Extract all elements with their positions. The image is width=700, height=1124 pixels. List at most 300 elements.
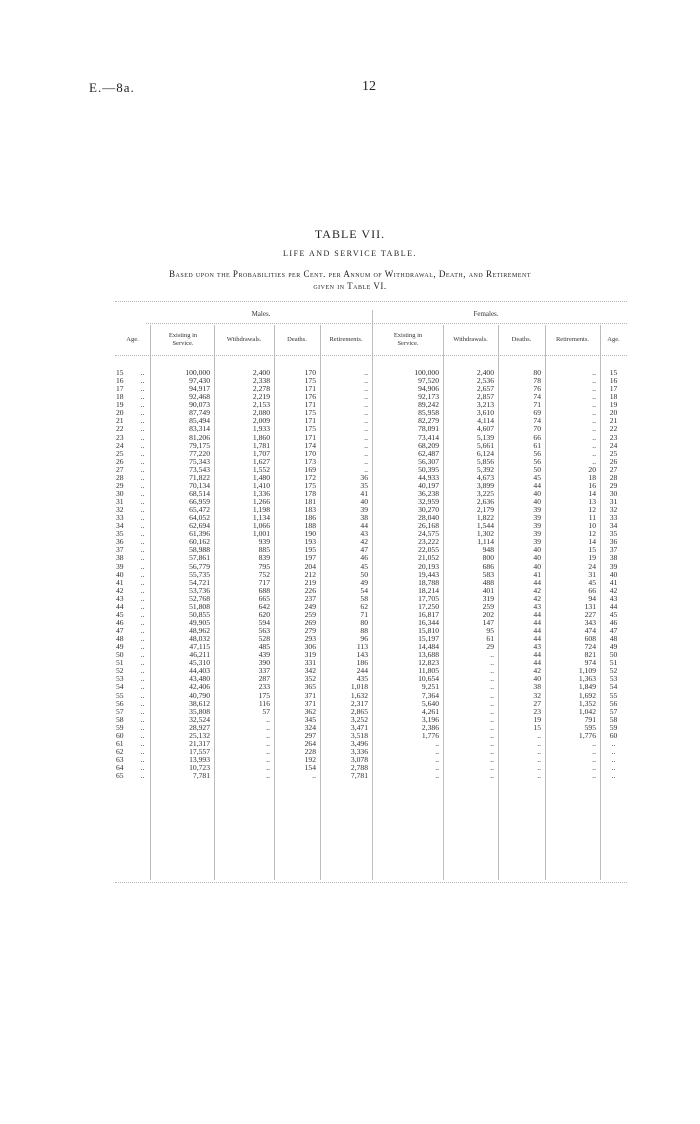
cell-females-withdrawals: .. [490,772,494,781]
cell-age-right: 59 [609,723,618,732]
cell-females-withdrawals: 2,857 [476,393,494,402]
cell-males-deaths: 195 [304,546,316,555]
cell-females-withdrawals: 1,302 [476,530,494,539]
table-row [115,659,627,667]
cell-age-right: 16 [609,377,618,386]
cell-age-right: 46 [609,618,618,627]
cell-age-dots: .. [140,530,145,539]
cell-males-existing: 64,052 [189,514,210,523]
cell-age-dots: .. [140,433,145,442]
cell-age: 28 [116,473,124,482]
table-row [115,450,627,458]
cell-age-right: 32 [609,506,618,515]
cell-age-dots: .. [140,393,145,402]
cell-females-existing: 21,052 [418,554,439,563]
cell-females-retirements: 13 [588,498,596,506]
cell-age-dots: .. [140,554,145,563]
cell-females-retirements: 11 [588,514,596,523]
cell-males-withdrawals: 390 [258,659,270,668]
cell-males-deaths: 342 [304,667,316,676]
cell-females-deaths: .. [537,747,541,756]
cell-females-retirements: .. [592,747,596,756]
cell-females-existing: 17,250 [418,602,439,611]
cell-males-withdrawals: 752 [258,570,270,579]
cell-males-existing: 38,612 [189,699,210,708]
cell-males-existing: 13,993 [189,756,210,764]
cell-males-deaths: 345 [304,715,316,724]
cell-males-withdrawals: 1,781 [252,441,270,450]
cell-males-deaths: 175 [304,409,316,418]
cell-males-existing: 44,403 [189,667,210,676]
cell-females-retirements: .. [592,401,596,410]
cell-age-right: 42 [609,586,618,595]
cell-males-retirements: 2,788 [350,764,368,773]
cell-age: 48 [116,635,124,644]
cell-females-withdrawals: 5,139 [476,433,494,442]
cell-females-withdrawals: 2,536 [476,377,494,386]
cell-males-retirements: 96 [360,635,368,644]
cell-age: 41 [116,578,124,587]
table-row [115,538,627,546]
table-row [115,369,627,377]
cell-males-retirements: 3,518 [350,731,368,740]
cell-females-existing: .. [435,764,439,773]
cell-males-existing: 71,822 [189,473,210,482]
cell-females-deaths: 78 [533,377,541,386]
cell-age-dots: .. [140,498,145,506]
cell-females-withdrawals: 6,124 [476,449,494,458]
column-header-females-deaths: Deaths. [511,336,532,343]
cell-females-existing: 36,238 [418,489,439,498]
column-header-males-existing: Existing in Service. [168,332,198,347]
cell-males-existing: 58,988 [189,546,210,555]
cell-females-withdrawals: 147 [482,618,494,627]
cell-females-existing: 12,823 [418,659,439,668]
cell-females-withdrawals: 95 [486,627,494,635]
cell-age: 32 [116,506,124,515]
cell-males-withdrawals: .. [266,764,270,773]
cell-males-deaths: 175 [304,377,316,386]
table-row [115,393,627,401]
cell-females-retirements: 12 [588,506,596,515]
cell-males-existing: 21,317 [189,739,210,748]
cell-age-dots: .. [140,425,145,434]
table-row [115,401,627,409]
cell-females-withdrawals: .. [490,691,494,700]
cell-females-existing: 20,193 [418,562,439,571]
cell-age: 64 [116,764,124,773]
cell-males-retirements: 42 [360,538,368,547]
cell-females-existing: 4,261 [421,707,439,716]
cell-females-withdrawals: 2,657 [476,385,494,394]
cell-females-withdrawals: .. [490,659,494,668]
cell-males-existing: 83,314 [189,425,210,434]
cell-age-dots: .. [140,401,145,410]
table-row [115,716,627,724]
cell-females-deaths: 70 [533,425,541,434]
table-row [115,579,627,587]
cell-females-deaths: 44 [533,618,541,627]
cell-females-existing: 18,788 [418,578,439,587]
cell-males-existing: 42,406 [189,683,210,692]
cell-males-retirements: 244 [356,667,368,676]
cell-age: 56 [116,699,124,708]
table-row [115,522,627,530]
cell-females-retirements: 474 [584,627,596,635]
cell-males-deaths: 264 [304,739,316,748]
cell-age: 34 [116,522,124,531]
cell-females-retirements: 724 [584,643,596,652]
cell-males-withdrawals: 795 [258,562,270,571]
cell-age-right: 15 [609,369,618,377]
cell-females-withdrawals: 259 [482,602,494,611]
cell-females-withdrawals: .. [490,723,494,732]
cell-males-retirements: 44 [360,522,368,531]
cell-age-dots: .. [140,627,145,635]
cell-females-withdrawals: 3,225 [476,489,494,498]
cell-age: 46 [116,618,124,627]
cell-females-withdrawals: 3,213 [476,401,494,410]
cell-females-existing: 50,395 [418,465,439,474]
table-row [115,474,627,482]
cell-males-withdrawals: 57 [262,707,270,716]
cell-age-right: 35 [609,530,618,539]
cell-females-retirements: .. [592,772,596,781]
cell-age: 42 [116,586,124,595]
cell-males-withdrawals: 287 [258,675,270,684]
cell-age-dots: .. [140,481,145,490]
cell-females-withdrawals: 5,392 [476,465,494,474]
cell-age-right: 56 [609,699,618,708]
cell-females-retirements: 20 [588,465,596,474]
cell-females-deaths: 39 [533,538,541,547]
cell-males-deaths: 175 [304,481,316,490]
cell-males-deaths: 175 [304,425,316,434]
cell-males-deaths: 365 [304,683,316,692]
cell-age-dots: .. [140,610,145,619]
cell-age-dots: .. [140,659,145,668]
cell-females-existing: 13,688 [418,651,439,660]
cell-females-deaths: 39 [533,530,541,539]
cell-males-retirements: 1,632 [350,691,368,700]
cell-age-dots: .. [140,441,145,450]
cell-males-withdrawals: 717 [258,578,270,587]
cell-males-withdrawals: 620 [258,610,270,619]
cell-age-dots: .. [140,473,145,482]
cell-age: 49 [116,643,124,652]
cell-males-existing: 48,032 [189,635,210,644]
cell-age-right: 28 [609,473,618,482]
cell-age-right: 22 [609,425,618,434]
females-group-header: Females. [473,310,499,318]
cell-males-withdrawals: 1,860 [252,433,270,442]
cell-age: 29 [116,481,124,490]
cell-females-deaths: 56 [533,457,541,466]
cell-females-deaths: 45 [533,473,541,482]
cell-males-retirements: 3,252 [350,715,368,724]
cell-females-retirements: .. [592,425,596,434]
column-header-males-withdrawals: Withdrawals. [226,336,262,343]
cell-females-retirements: .. [592,385,596,394]
cell-males-existing: 43,480 [189,675,210,684]
cell-age: 65 [116,772,124,781]
cell-age-dots: .. [140,635,145,644]
cell-females-withdrawals: .. [490,675,494,684]
cell-males-withdrawals: 1,933 [252,425,270,434]
cell-females-deaths: 74 [533,393,541,402]
cell-females-retirements: 608 [584,635,596,644]
cell-males-deaths: 172 [304,473,316,482]
cell-females-deaths: 41 [533,570,541,579]
cell-age-dots: .. [140,691,145,700]
cell-males-retirements: .. [364,417,368,426]
cell-age-dots: .. [140,570,145,579]
cell-males-withdrawals: 2,219 [252,393,270,402]
cell-males-existing: 92,468 [189,393,210,402]
cell-age-dots: .. [140,457,145,466]
cell-age-right: .. [611,756,616,764]
cell-age-dots: .. [140,385,145,394]
cell-females-existing: 11,805 [418,667,439,676]
males-group-header: Males. [251,310,271,318]
cell-females-deaths: 44 [533,610,541,619]
cell-age: 23 [116,433,124,442]
cell-females-withdrawals: 4,114 [477,417,494,426]
cell-males-retirements: .. [364,449,368,458]
cell-males-existing: 46,211 [189,651,210,660]
cell-age-dots: .. [140,377,145,386]
cell-age-right: 31 [609,498,618,506]
cell-females-withdrawals: 1,544 [476,522,494,531]
column-header-females-retirements: Retirements. [555,336,590,343]
cell-males-deaths: 154 [304,764,316,773]
table-row [115,490,627,498]
cell-females-retirements: 227 [584,610,596,619]
cell-females-withdrawals: 800 [482,554,494,563]
cell-females-existing: 82,279 [418,417,439,426]
cell-age-right: .. [611,747,616,756]
cell-age-dots: .. [140,618,145,627]
cell-males-withdrawals: .. [266,723,270,732]
cell-females-existing: 26,168 [418,522,439,531]
cell-males-existing: 85,494 [189,417,210,426]
cell-males-deaths: 269 [304,618,316,627]
cell-females-withdrawals: .. [490,707,494,716]
cell-males-withdrawals: 688 [258,586,270,595]
cell-females-withdrawals: .. [490,683,494,692]
cell-males-deaths: 173 [304,457,316,466]
cell-age-right: 33 [609,514,618,523]
cell-females-existing: 94,906 [418,385,439,394]
cell-age: 30 [116,489,124,498]
cell-age: 60 [116,731,124,740]
cell-age: 62 [116,747,124,756]
table-row [115,554,627,562]
cell-age-dots: .. [140,756,145,764]
column-header-age: Age. [126,336,139,343]
cell-males-deaths: 188 [304,522,316,531]
column-header-males-retirements: Retirements. [329,336,363,343]
cell-females-retirements: .. [592,441,596,450]
cell-age-dots: .. [140,739,145,748]
cell-females-deaths: 56 [533,449,541,458]
cell-males-withdrawals: 885 [258,546,270,555]
cell-females-retirements: 12 [588,530,596,539]
cell-age-right: 55 [609,691,618,700]
cell-age-right: 58 [609,715,618,724]
cell-age: 19 [116,401,124,410]
cell-females-withdrawals: 2,636 [476,498,494,506]
cell-males-retirements: 35 [360,481,368,490]
cell-age-dots: .. [140,449,145,458]
cell-females-existing: 32,959 [418,498,439,506]
cell-males-deaths: 178 [304,489,316,498]
cell-age-right: 45 [609,610,618,619]
cell-males-retirements: .. [364,425,368,434]
cell-males-retirements: .. [364,457,368,466]
cell-females-existing: 78,091 [418,425,439,434]
cell-males-retirements: 3,078 [350,756,368,764]
cell-age-right: .. [611,739,616,748]
cell-males-retirements: 43 [360,530,368,539]
cell-females-withdrawals: 202 [482,610,494,619]
cell-age: 18 [116,393,124,402]
cell-males-existing: 65,472 [189,506,210,515]
table-row [115,385,627,393]
table-row [115,764,627,772]
cell-females-deaths: 44 [533,627,541,635]
cell-age-right: 44 [609,602,618,611]
cell-males-retirements: 2,317 [350,699,368,708]
cell-males-retirements: 435 [356,675,368,684]
cell-males-withdrawals: 1,336 [252,489,270,498]
cell-females-deaths: 19 [533,715,541,724]
cell-males-withdrawals: 175 [258,691,270,700]
cell-age-dots: .. [140,699,145,708]
cell-females-deaths: 74 [533,417,541,426]
table-row [115,587,627,595]
cell-age-right: 19 [609,401,618,410]
cell-females-deaths: 40 [533,546,541,555]
cell-age-dots: .. [140,731,145,740]
cell-females-existing: 5,640 [421,699,439,708]
cell-females-deaths: 61 [533,441,541,450]
cell-males-existing: 79,175 [189,441,210,450]
cell-females-retirements: .. [592,417,596,426]
cell-age: 47 [116,627,124,635]
cell-females-retirements: 1,849 [578,683,596,692]
cell-males-withdrawals: 2,338 [252,377,270,386]
cell-age: 17 [116,385,124,394]
cell-males-withdrawals: 2,009 [252,417,270,426]
cell-females-withdrawals: .. [490,756,494,764]
cell-age-right: 18 [609,393,618,402]
cell-females-withdrawals: 583 [482,570,494,579]
cell-females-retirements: 14 [588,538,596,547]
cell-females-retirements: .. [592,393,596,402]
cell-males-deaths: 371 [304,691,316,700]
cell-males-existing: 73,543 [189,465,210,474]
cell-age-dots: .. [140,514,145,523]
cell-females-deaths: 44 [533,578,541,587]
table-row [115,611,627,619]
cell-males-withdrawals: 116 [258,699,270,708]
cell-males-existing: 75,343 [189,457,210,466]
cell-females-existing: 85,958 [418,409,439,418]
cell-females-withdrawals: 61 [486,635,494,644]
cell-females-existing: .. [435,739,439,748]
cell-females-withdrawals: 3,899 [476,481,494,490]
cell-females-retirements: .. [592,433,596,442]
cell-males-deaths: 186 [304,514,316,523]
cell-males-existing: 90,073 [189,401,210,410]
cell-age: 33 [116,514,124,523]
cell-age-right: 20 [609,409,618,418]
cell-males-retirements: 45 [360,562,368,571]
cell-males-deaths: 226 [304,586,316,595]
cell-age-right: 26 [609,457,618,466]
cell-males-deaths: 176 [304,393,316,402]
cell-age: 51 [116,659,124,668]
cell-age-right: 48 [609,635,618,644]
cell-males-deaths: 249 [304,602,316,611]
cell-males-deaths: 190 [304,530,316,539]
cell-males-withdrawals: 665 [258,594,270,603]
cell-females-existing: .. [435,772,439,781]
cell-females-withdrawals: .. [490,747,494,756]
cell-age-right: 60 [609,731,618,740]
cell-males-existing: 68,514 [189,489,210,498]
cell-age: 59 [116,723,124,732]
cell-age: 22 [116,425,124,434]
cell-age-dots: .. [140,546,145,555]
cell-males-existing: 60,162 [189,538,210,547]
cell-females-existing: 44,933 [418,473,439,482]
cell-females-deaths: 44 [533,635,541,644]
cell-males-withdrawals: .. [266,747,270,756]
column-header-age-right: Age. [607,336,620,343]
cell-females-retirements: .. [592,377,596,386]
cell-age-dots: .. [140,578,145,587]
caption-line-2: given in Table VI. [313,281,387,291]
cell-age-dots: .. [140,594,145,603]
cell-age-right: 30 [609,489,618,498]
cell-females-deaths: 42 [533,594,541,603]
cell-males-withdrawals: 2,278 [252,385,270,394]
cell-males-existing: 56,779 [189,562,210,571]
cell-females-existing: 16,344 [418,618,439,627]
cell-age-dots: .. [140,417,145,426]
cell-females-existing: 92,173 [418,393,439,402]
cell-males-withdrawals: 1,627 [252,457,270,466]
cell-age-right: 43 [609,594,618,603]
cell-age-dots: .. [140,489,145,498]
table-row [115,692,627,700]
cell-females-withdrawals: .. [490,651,494,660]
cell-males-existing: 40,790 [189,691,210,700]
cell-females-existing: 100,000 [414,369,439,377]
cell-age: 53 [116,675,124,684]
cell-age: 21 [116,417,124,426]
cell-females-deaths: 69 [533,409,541,418]
cell-males-existing: 70,134 [189,481,210,490]
cell-age: 58 [116,715,124,724]
cell-females-retirements: .. [592,457,596,466]
cell-females-deaths: 39 [533,506,541,515]
cell-age-dots: .. [140,747,145,756]
cell-males-existing: 25,132 [189,731,210,740]
column-header-females-withdrawals: Withdrawals. [453,336,488,343]
